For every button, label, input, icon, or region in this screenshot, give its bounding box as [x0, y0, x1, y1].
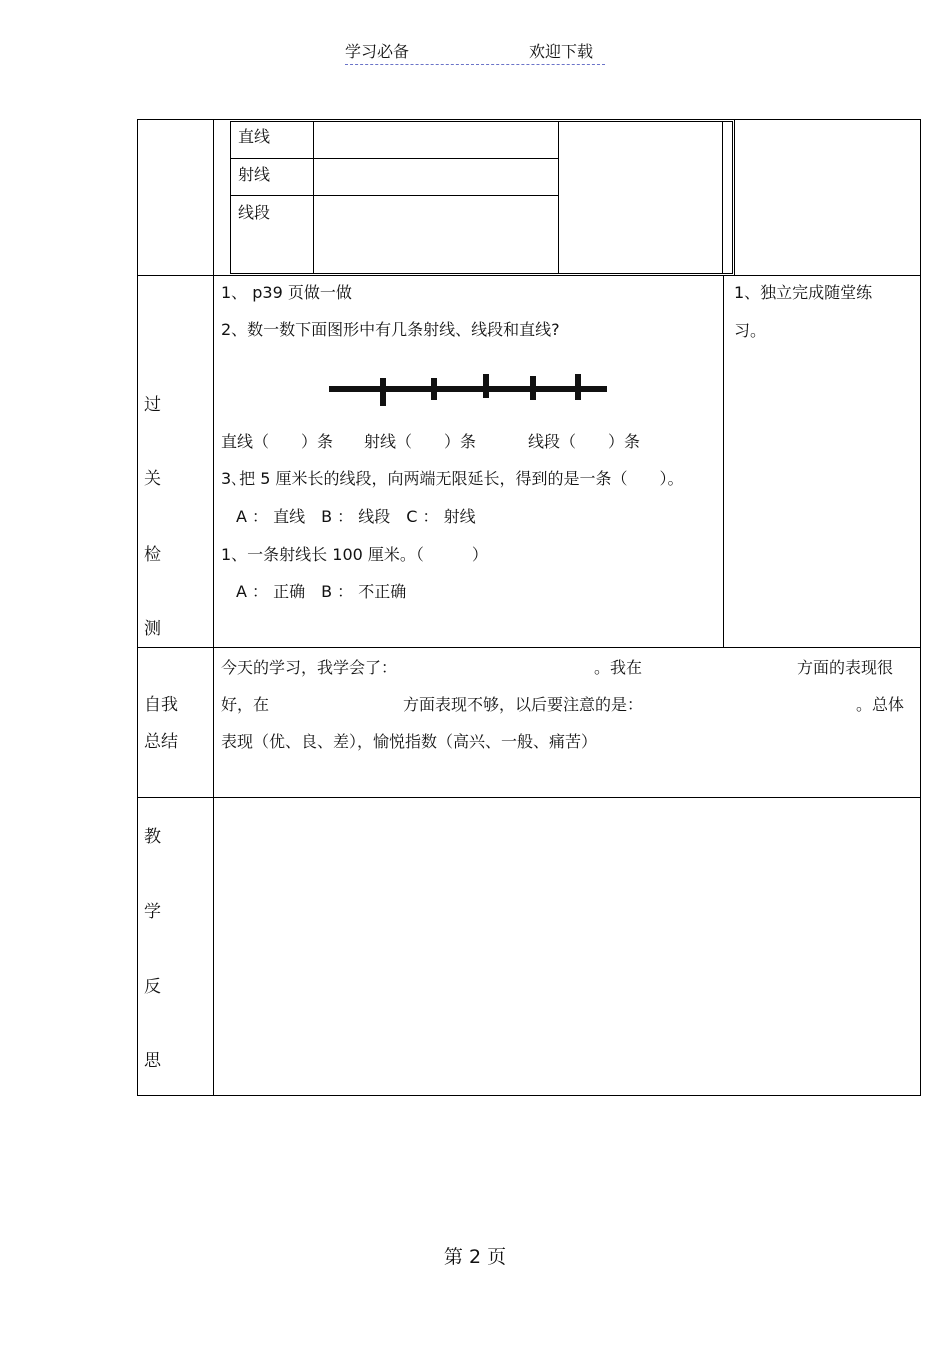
inner-col-divider-3 — [722, 121, 723, 274]
check-label-char: 检 — [144, 545, 161, 565]
count-zhixian: 直线（ ）条 — [221, 432, 334, 451]
page-number: 第 2 页 — [443, 1246, 507, 1268]
summary-text: 表现（优、良、差），愉悦指数（高兴、一般、痛苦） — [221, 732, 598, 751]
check-label-char: 过 — [144, 395, 161, 415]
inner-border-bottom — [230, 273, 733, 274]
check-item-4: 1、一条射线长 100 厘米。（ ） — [221, 545, 488, 564]
summary-text: 今天的学习，我学会了： — [221, 658, 398, 677]
count-shexian: 射线（ ）条 — [364, 432, 477, 451]
summary-text: 。总体 — [856, 695, 905, 714]
inner-border-left — [230, 121, 231, 274]
table-border-top — [137, 119, 921, 120]
summary-text: 方面的表现很 — [797, 658, 894, 677]
reflection-label-char: 教 — [144, 827, 161, 847]
table-row-divider-2 — [137, 647, 921, 648]
check-item-4-options: A ： 正确 B ： 不正确 — [236, 582, 407, 601]
inner-border-top — [230, 121, 733, 122]
check-label-char: 关 — [144, 469, 161, 489]
header-right: 欢迎下载 — [529, 42, 594, 61]
table-row-divider-3 — [137, 797, 921, 798]
count-xianduan: 线段（ ）条 — [528, 432, 641, 451]
check-label-char: 测 — [144, 619, 161, 639]
table-border-bottom — [137, 1095, 921, 1096]
table-label-divider — [213, 119, 214, 1096]
check-item-3-options: A ： 直线 B ： 线段 C ： 射线 — [236, 507, 476, 526]
summary-text: 方面表现不够，以后要注意的是： — [403, 695, 644, 714]
header-rule — [345, 64, 605, 65]
page-header — [345, 40, 605, 64]
line-figure — [325, 360, 615, 420]
inner-border-right — [732, 121, 733, 274]
summary-text: 。我在 — [594, 658, 643, 677]
header-left: 学习必备 — [345, 42, 410, 61]
summary-label: 自我 — [144, 695, 178, 715]
reflection-label-char: 思 — [144, 1051, 161, 1071]
reflection-label-char: 学 — [144, 902, 161, 922]
check-note: 习。 — [734, 321, 767, 340]
check-item-3: 3､把 5 厘米长的线段，向两端无限延长，得到的是一条（ ）。 — [221, 469, 684, 488]
table-col-divider-row1 — [734, 119, 735, 275]
summary-text: 好，在 — [221, 695, 270, 714]
inner-row-label: 直线 — [238, 127, 271, 146]
table-row-divider-1 — [137, 275, 921, 276]
check-item-2: 2、数一数下面图形中有几条射线、线段和直线? — [221, 320, 560, 339]
check-item-1: 1、 p39 页做一做 — [221, 283, 352, 302]
table-border-left — [137, 119, 138, 1096]
inner-col-divider-1 — [313, 121, 314, 274]
inner-row-divider-1 — [230, 158, 558, 159]
table-col-divider-row2 — [723, 275, 724, 647]
inner-row-label: 线段 — [238, 203, 271, 222]
inner-row-label: 射线 — [238, 165, 271, 184]
reflection-label-char: 反 — [144, 977, 161, 997]
summary-label: 总结 — [144, 732, 178, 752]
check-note: 1、独立完成随堂练 — [734, 283, 873, 302]
inner-row-divider-2 — [230, 195, 558, 196]
inner-col-divider-2 — [558, 121, 559, 274]
table-border-right — [920, 119, 921, 1096]
